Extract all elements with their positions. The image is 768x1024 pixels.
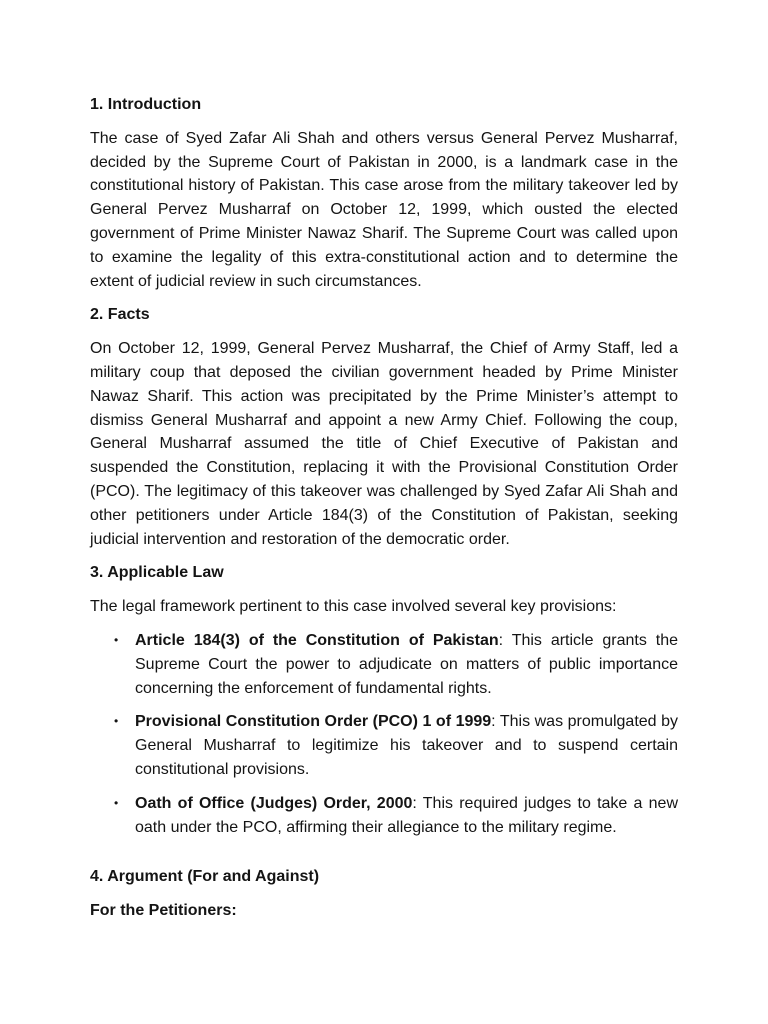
applicable-law-list xyxy=(90,629,678,839)
list-item xyxy=(90,792,678,840)
argument-heading: 4. Argument (For and Against) xyxy=(90,868,320,886)
applicable-law-intro: The legal framework pertinent to this case involved several key provisions: xyxy=(90,598,617,616)
bullet-icon: • xyxy=(114,632,119,647)
provision-description: : This required judges to take a new oath under the PCO, affirming their allegiance to the military regime. xyxy=(135,794,679,836)
list-item xyxy=(90,710,678,781)
section-spacer xyxy=(90,849,678,865)
facts-paragraph: On October 12, 1999, General Pervez Musharraf, the Chief of Army Staff, led a military coup that deposed the civilian government headed by Prime Minister Nawaz Sharif. This action was precipitated by the Prime Minister’s attempt to dismiss General Musharraf and appoint a new Army Chief. Following the coup, General Musharraf assumed the title of Chief Executive of Pakistan and suspended the Constitution, replacing it with the Provisional Constitution Order (PCO). The legitimacy of this takeover was challenged by Syed Zafar Ali Shah and other petitioners under Article 184(3) of the Constitution of Pakistan, seeking judicial intervention and restoration of the democratic order. xyxy=(90,340,678,548)
introduction-heading: 1. Introduction xyxy=(90,96,202,113)
petitioners-subheading: For the Petitioners: xyxy=(90,902,237,920)
provision-term: Article 184(3) of the Constitution of Pakistan xyxy=(135,631,499,649)
list-item xyxy=(90,629,678,700)
provision-term: Oath of Office (Judges) Order, 2000 xyxy=(135,794,413,812)
bullet-icon: • xyxy=(114,795,119,810)
provision-description: : This article grants the Supreme Court the power to adjudicate on matters of public importance concerning the enforcement of fundamental rights. xyxy=(135,631,678,697)
provision-term: Provisional Constitution Order (PCO) 1 of 1999 xyxy=(135,713,492,731)
provision-description: : This was promulgated by General Musharraf to legitimize his takeover and to suspend certain constitutional provisions. xyxy=(135,713,679,778)
introduction-paragraph: The case of Syed Zafar Ali Shah and others versus General Pervez Musharraf, decided by the Supreme Court of Pakistan in 2000, is a landmark case in the constitutional history of Pakistan. This case arose from the military takeover led by General Pervez Musharraf on October 12, 1999, which ousted the elected government of Prime Minister Nawaz Sharif. The Supreme Court was called upon to examine the legality of this extra-constitutional action and to determine the extent of judicial review in such circumstances. xyxy=(90,129,678,290)
bullet-icon: • xyxy=(114,714,119,729)
applicable-law-heading: 3. Applicable Law xyxy=(90,564,224,582)
document-content xyxy=(90,93,678,933)
facts-heading: 2. Facts xyxy=(90,306,150,324)
